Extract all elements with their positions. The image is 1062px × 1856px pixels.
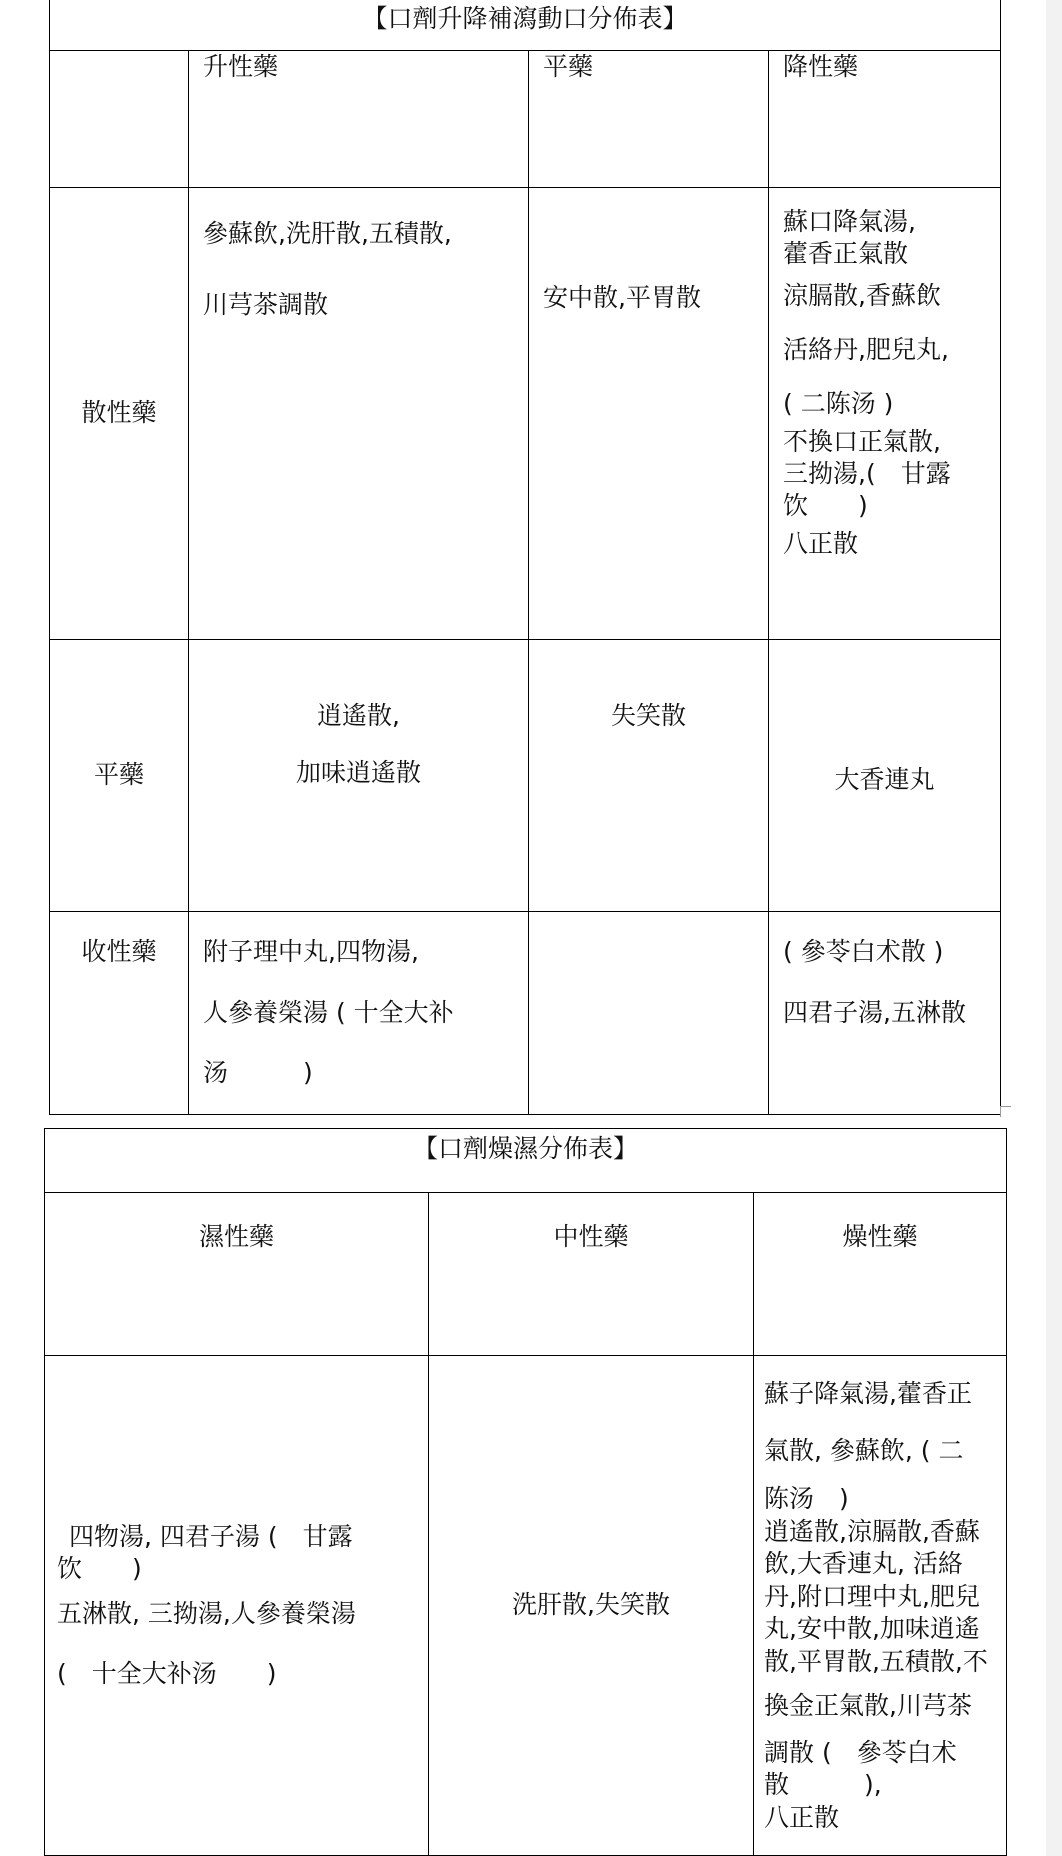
table1-corner-cell [50, 51, 189, 188]
cell-line: 參蘇飲,洗肝散,五積散, [203, 219, 452, 248]
astringe-descend-cell [769, 912, 1001, 1115]
cell-line: 不換口正氣散, [783, 427, 941, 456]
neutral-descend-cell: 大香連丸 [769, 640, 1001, 912]
disperse-ascend-cell [189, 188, 529, 640]
col-header-neutral: 平藥 [529, 51, 769, 188]
cell-line: 加味逍遙散 [295, 757, 421, 787]
disperse-descend-cell [769, 188, 1001, 640]
ascend-descend-table [49, 0, 1001, 1115]
cell-line: 散 ), [764, 1770, 882, 1799]
col-header-dry: 燥性藥 [754, 1193, 1007, 1356]
cell-line: 換金正氣散,川芎茶 [764, 1691, 972, 1720]
cell-line: 飲,大香連丸, 活絡 [764, 1549, 963, 1578]
table2-title: 【口劑燥濕分佈表】 [45, 1129, 1007, 1193]
cell-line: 川芎茶調散 [203, 289, 329, 319]
cell-line: 四物湯, 四君子湯 ( 甘露 [69, 1521, 353, 1551]
cell-line: 人參養榮湯 ( 十全大补 [203, 997, 454, 1027]
cell-line: 氣散, 參蘇飲, ( 二 [764, 1435, 964, 1465]
col-header-descend: 降性藥 [769, 51, 1001, 188]
cell-line: 饮 ) [783, 491, 868, 520]
wet-cell [45, 1356, 429, 1856]
cell-line: ( 十全大补汤 ) [57, 1659, 277, 1688]
cell-line: 饮 ) [57, 1554, 142, 1583]
cell-line: 丹,附口理中丸,肥兒 [764, 1581, 980, 1611]
cell-line: 散,平胃散,五積散,不 [764, 1646, 988, 1676]
neutral-ascend-cell [189, 640, 529, 912]
middle-cell: 洗肝散,失笑散 [429, 1356, 754, 1856]
cell-line: 附子理中丸,四物湯, [203, 937, 419, 966]
cell-line: 蘇子降氣湯,藿香正 [764, 1379, 972, 1408]
col-header-middle: 中性藥 [429, 1193, 754, 1356]
cell-line: 五淋散, 三拗湯,人參養榮湯 [57, 1598, 356, 1628]
cell-line: 逍遙散,涼膈散,香蘇 [764, 1516, 980, 1546]
col-header-ascend: 升性藥 [189, 51, 529, 188]
vertical-scrollbar[interactable] [1046, 0, 1062, 1856]
row-label-neutral: 平藥 [50, 640, 189, 912]
cell-line: ( 參苓白术散 ) [783, 937, 944, 966]
cell-line: 藿香正氣散 [783, 239, 909, 268]
cell-line: 八正散 [764, 1802, 840, 1832]
cell-line: 活絡丹,肥兒丸, [783, 335, 949, 364]
cell-line: 四君子湯,五淋散 [783, 997, 966, 1027]
table-corner-mark [1000, 1106, 1011, 1117]
cell-line: 逍遙散, [317, 701, 400, 730]
cell-line: 涼膈散,香蘇飲 [783, 281, 941, 310]
cell-line: 蘇口降氣湯, [783, 207, 916, 236]
cell-line: 調散 ( 參苓白术 [764, 1737, 957, 1767]
dry-wet-table [44, 1128, 1007, 1856]
astringe-neutral-cell [529, 912, 769, 1115]
row-label-disperse: 散性藥 [50, 188, 189, 640]
disperse-neutral-cell: 安中散,平胃散 [529, 188, 769, 640]
cell-line: ( 二陈汤 ) [783, 389, 894, 418]
dry-cell [754, 1356, 1007, 1856]
col-header-wet: 濕性藥 [45, 1193, 429, 1356]
cell-line: 三拗湯,( 甘露 [783, 459, 951, 488]
astringe-ascend-cell [189, 912, 529, 1115]
cell-line: 丸,安中散,加味逍遙 [764, 1614, 980, 1643]
cell-line: 八正散 [783, 529, 859, 558]
cell-line: 汤 ) [203, 1058, 313, 1087]
cell-line: 陈汤 ) [764, 1484, 849, 1513]
row-label-astringe: 收性藥 [50, 912, 189, 1115]
neutral-neutral-cell: 失笑散 [529, 640, 769, 912]
table1-title: 【口劑升降補瀉動口分佈表】 [50, 0, 1001, 51]
